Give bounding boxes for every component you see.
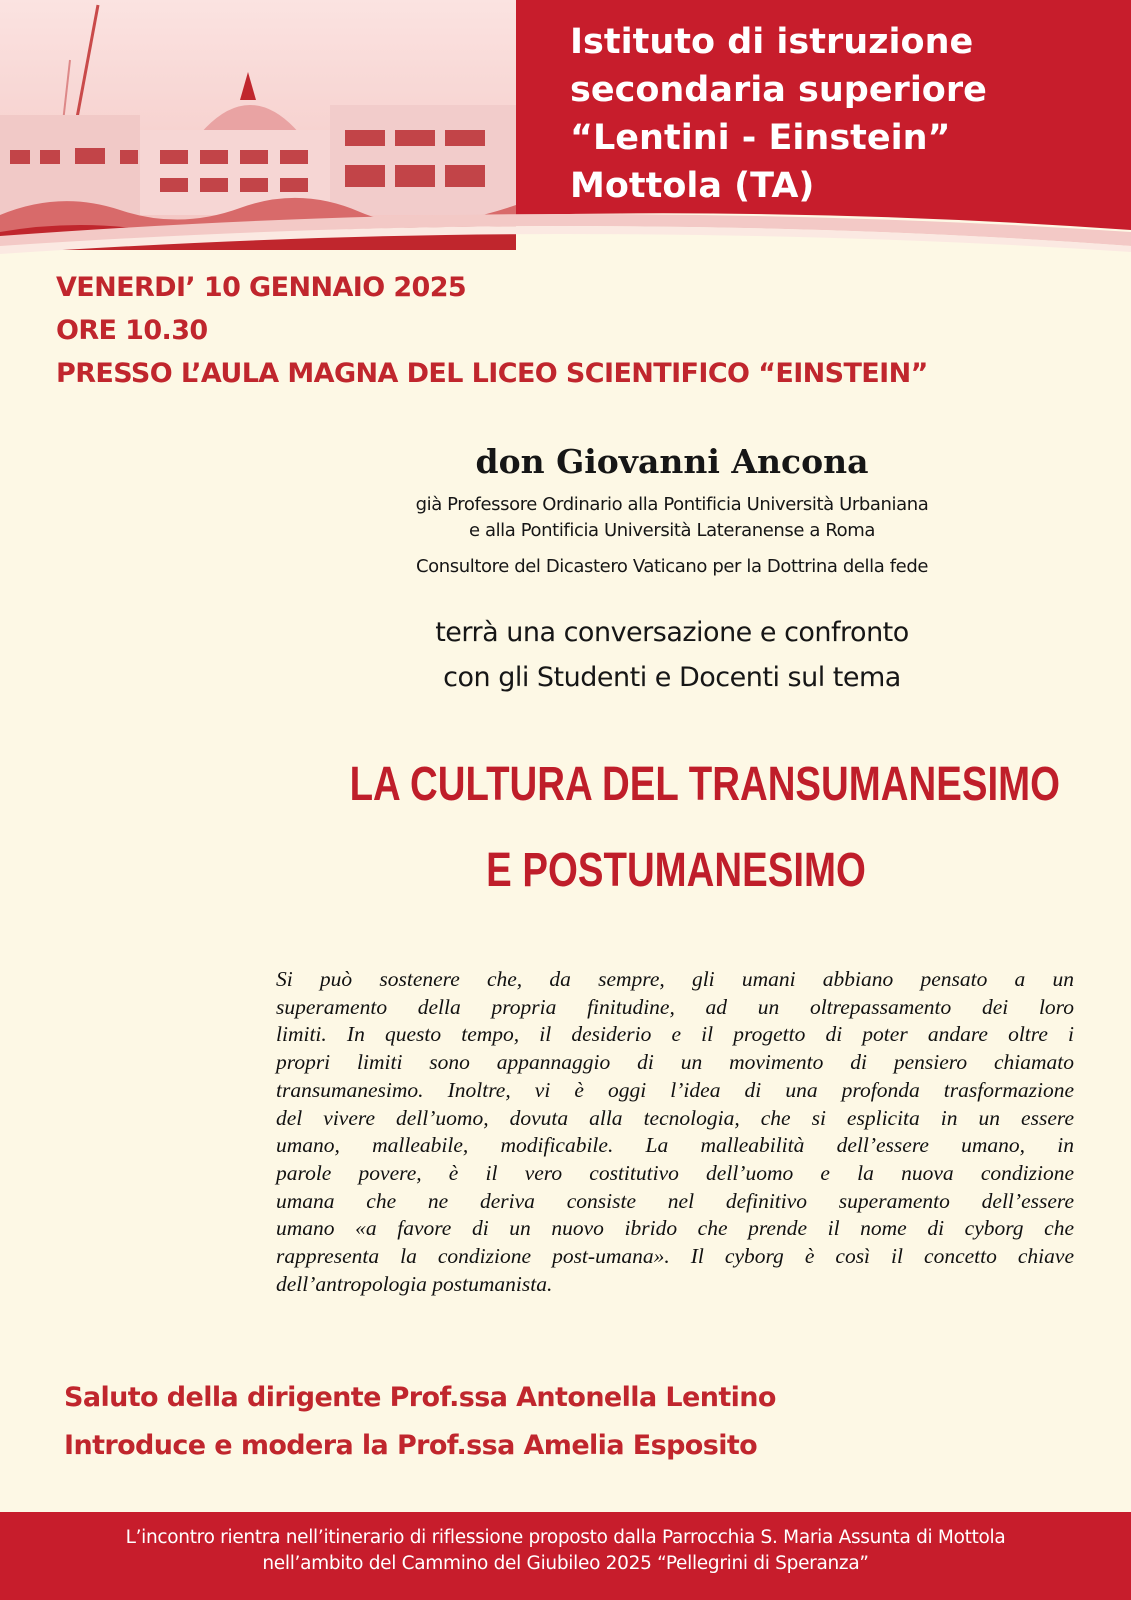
event-info [56,266,1116,395]
speaker-role-line: Consultore del Dicastero Vaticano per la Dottrina della fede [415,556,929,577]
abstract-line: transumanesimo. Inoltre, vi è oggi l’idea di una profonda trasformazione [276,1077,1074,1102]
moderator-line: Introduce e modera la Prof.ssa Amelia Esposito [64,1430,758,1461]
intro-line: con gli Studenti e Docenti sul tema [443,662,901,693]
intro-line: terrà una conversazione e confronto [435,617,909,648]
abstract-line: superamento della propria finitudine, ad un oltrepassamento dei loro [276,994,1074,1019]
school-name-line: secondaria superiore [570,70,987,110]
event-time: ORE 10.30 [56,315,208,346]
school-name-line: Mottola (TA) [570,166,815,206]
abstract-line: dell’antropologia postumanista. [276,1271,553,1296]
school-name [570,18,1110,210]
speaker-role-line: già Professore Ordinario alla Pontificia Università Urbaniana [415,494,929,515]
speaker-roles [330,492,1014,580]
abstract-line: parole povere, è il vero costitutivo dell’uomo e la nuova condizione [276,1160,1074,1185]
intro-text [330,610,1014,700]
abstract-line: rappresenta la condizione post-umana». Il cyborg è così il concetto chiave [276,1244,1074,1269]
footer-text [0,1512,1131,1577]
greeting-line: Saluto della dirigente Prof.ssa Antonella Lentino [64,1382,776,1413]
abstract-paragraph [276,966,1074,1298]
footer-line: L’incontro rientra nell’itinerario di riflessione proposto dalla Parrocchia S. Maria Assunta di Mottola [125,1527,1006,1548]
abstract-line: umano «a favore di un nuovo ibrido che prende il nome di cyborg che [276,1216,1074,1241]
abstract-line: del vivere dell’uomo, dovuta alla tecnologia, che si esplicita in un essere [276,1105,1074,1130]
credits [64,1374,1064,1470]
school-name-line: “Lentini - Einstein” [570,118,951,158]
abstract-line: limiti. In questo tempo, il desiderio e il progetto di poter andare oltre i [276,1022,1074,1047]
abstract-line: umana che ne deriva consiste nel definitivo superamento dell’essere [276,1188,1074,1213]
footer-line: nell’ambito del Cammino del Giubileo 2025 “Pellegrini di Speranza” [262,1553,869,1574]
speaker-name: don Giovanni Ancona [475,442,869,481]
topic-line: LA CULTURA DEL TRANSUMANESIMO [349,758,1060,811]
school-name-line: Istituto di istruzione [570,22,974,62]
speaker-role-line: e alla Pontificia Università Lateranense a Roma [468,520,876,541]
event-date: VENERDI’ 10 GENNAIO 2025 [56,272,467,303]
topic-title [349,742,1060,914]
event-location: PRESSO L’AULA MAGNA DEL LICEO SCIENTIFICO “EINSTEIN” [56,358,928,389]
footer-band [0,1512,1131,1600]
abstract-line: propri limiti sono appannaggio di un movimento di pensiero chiamato [276,1050,1074,1075]
topic-line: E POSTUMANESIMO [486,844,866,897]
abstract-line: Si può sostenere che, da sempre, gli umani abbiano pensato a un [276,967,1074,991]
abstract-line: umano, malleabile, modificabile. La malleabilità dell’essere umano, in [276,1133,1074,1158]
